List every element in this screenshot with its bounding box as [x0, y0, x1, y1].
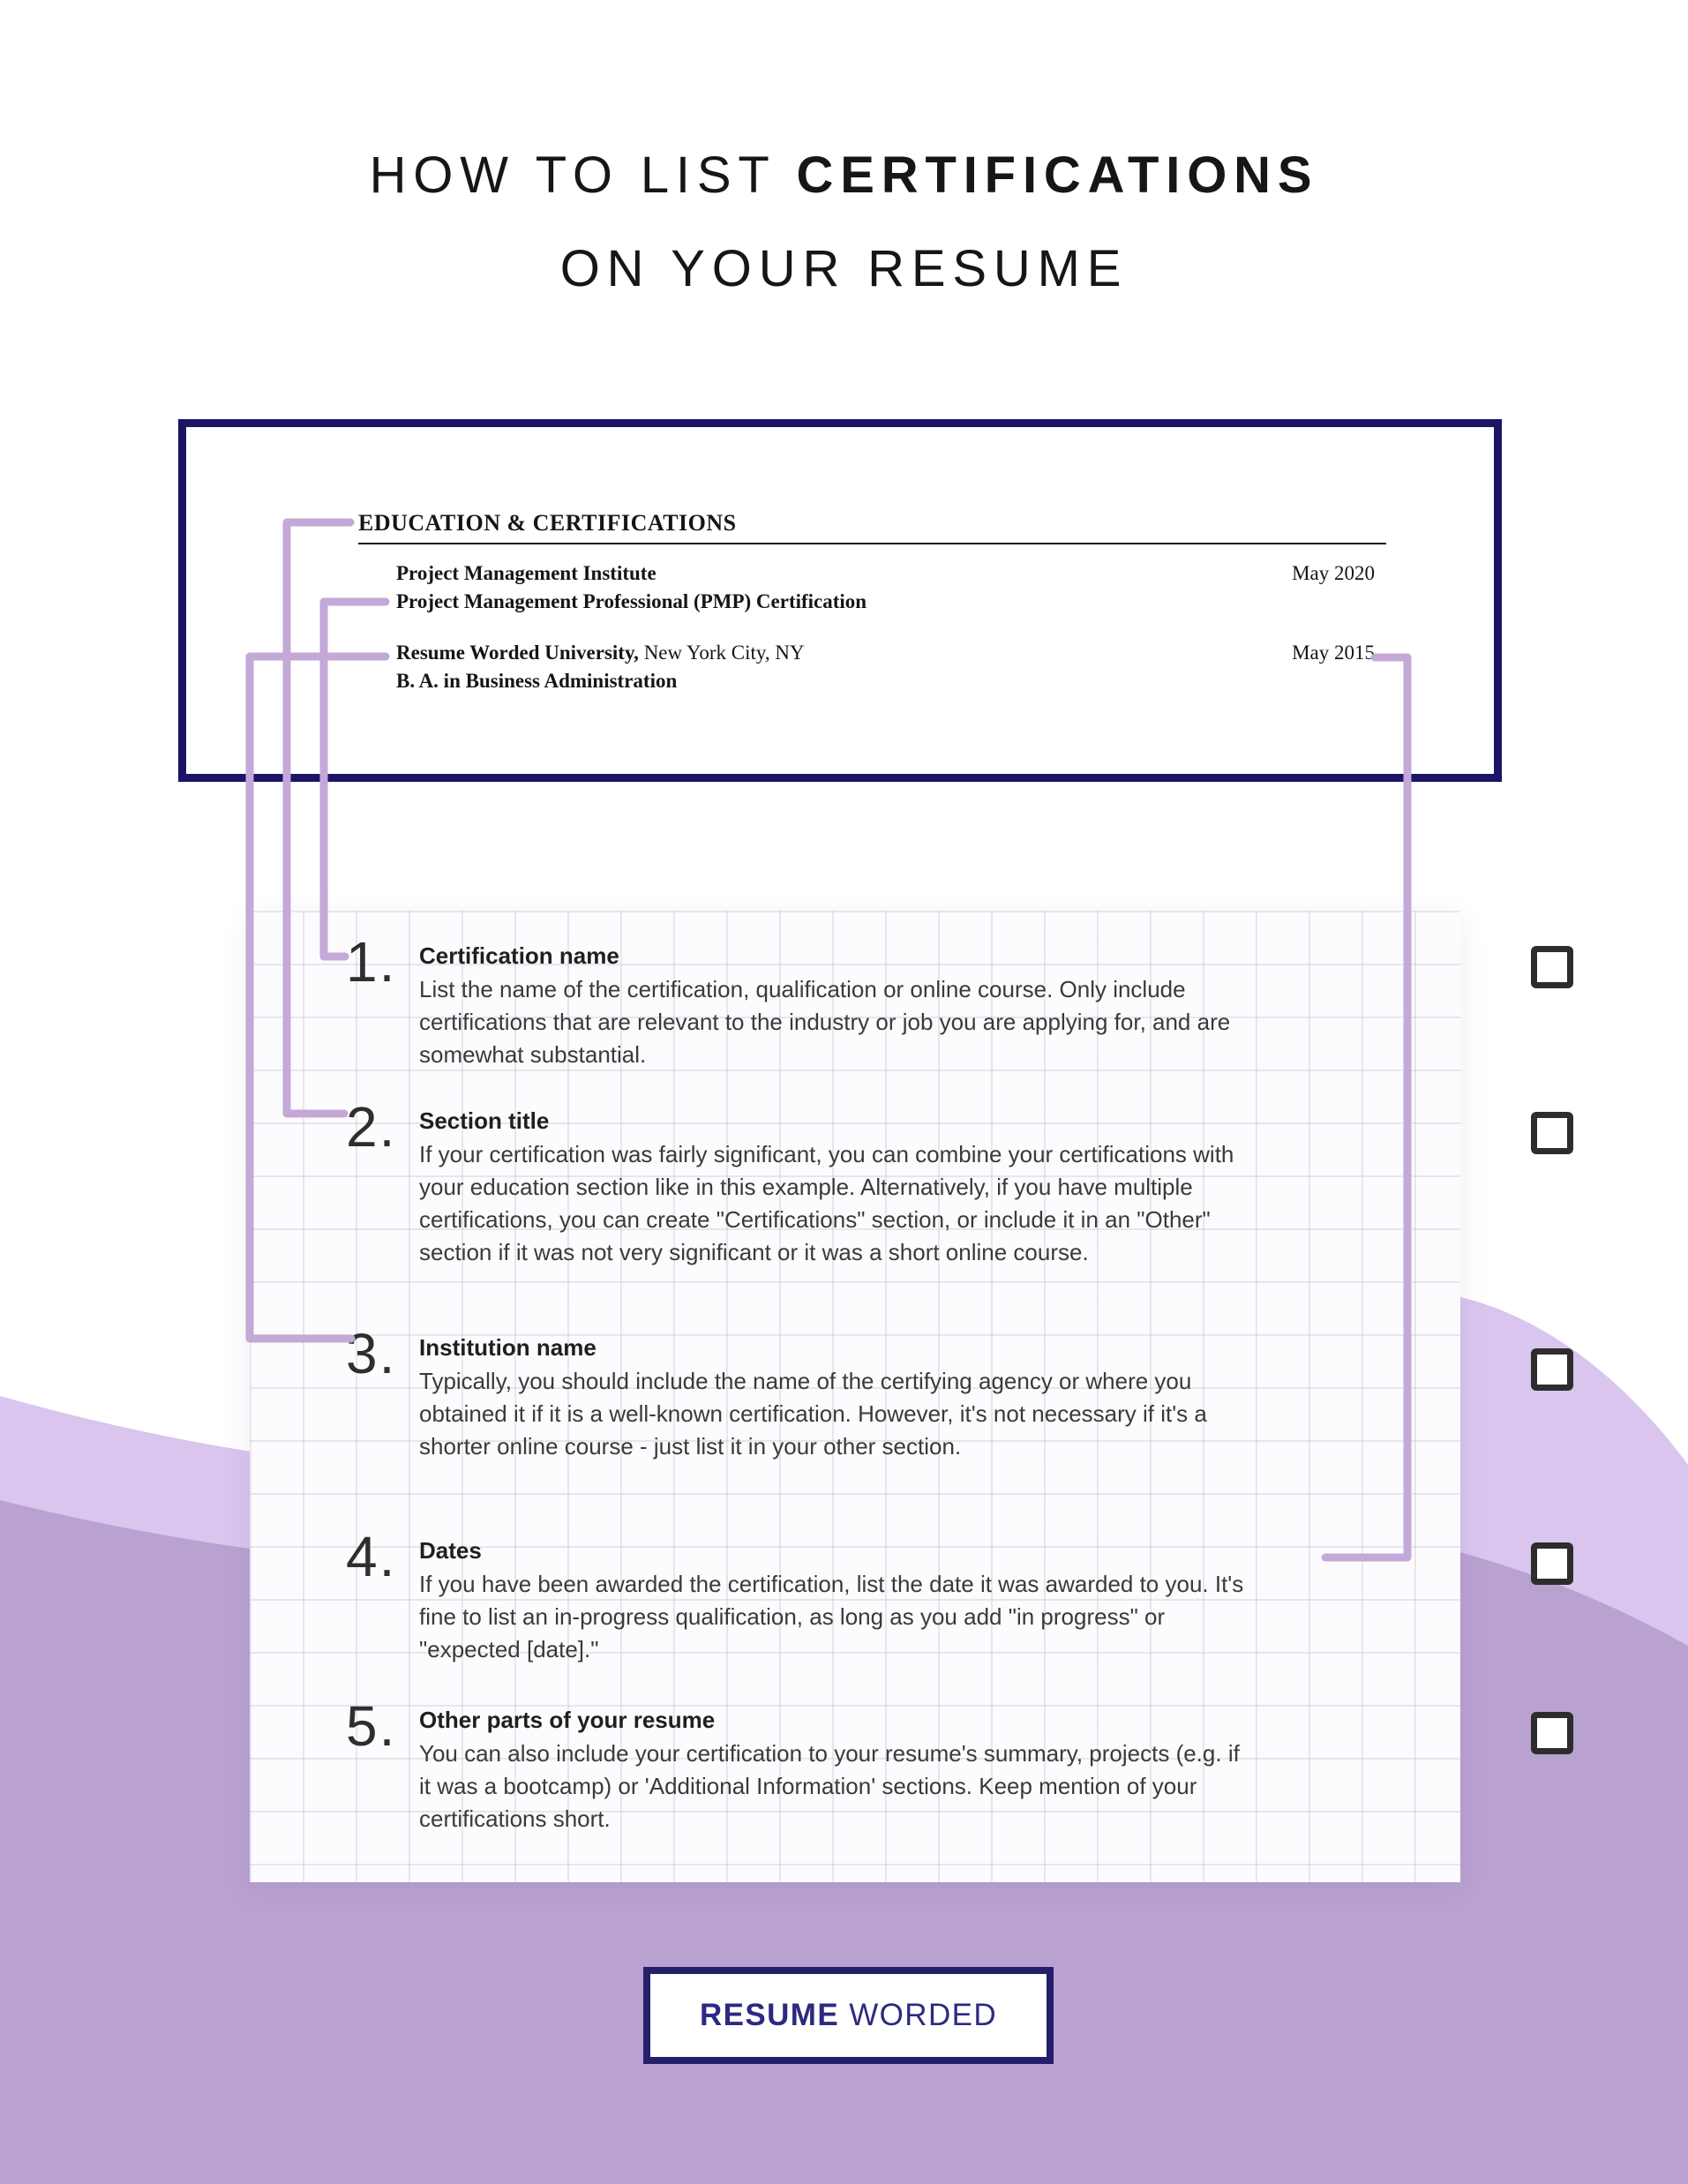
checklist-item-3: [419, 1332, 1257, 1463]
item-title-4: Dates: [419, 1537, 482, 1564]
resume-preview: [178, 419, 1502, 782]
entry-1-date: May 2020: [1292, 562, 1375, 584]
checkbox-icon-5: [1531, 1712, 1573, 1754]
resume-entry-2: [396, 641, 1375, 665]
entry-1-org: Project Management Institute: [396, 562, 656, 584]
checklist-item-2: [419, 1106, 1257, 1269]
item-body-5: You can also include your certification to your resume's summary, projects (e.g. if it was a bootcamp) or 'Additional Information' sections. Keep mention of your certifications short.: [419, 1740, 1240, 1832]
item-body-3: Typically, you should include the name of the certifying agency or where you obtained it if it is a well-known certification. However, it's not necessary if it's a shorter online course - just list it in your other section.: [419, 1368, 1207, 1460]
item-title-2: Section title: [419, 1107, 550, 1134]
item-number-3: 3.: [346, 1322, 397, 1385]
item-number-2: 2.: [346, 1095, 397, 1159]
page-title-line2: ON YOUR RESUME: [559, 240, 1129, 297]
item-body-1: List the name of the certification, qualification or online course. Only include certifications that are relevant to the industry or job you are applying for, and are somewhat substantial.: [419, 976, 1231, 1068]
title-light-text: HOW TO LIST: [369, 146, 797, 204]
item-title-5: Other parts of your resume: [419, 1707, 716, 1733]
resume-section-header: EDUCATION & CERTIFICATIONS: [358, 510, 737, 536]
checklist-panel: [250, 911, 1460, 1882]
checklist-item-5: [419, 1705, 1257, 1835]
item-number-5: 5.: [346, 1694, 397, 1758]
item-title-3: Institution name: [419, 1334, 596, 1361]
section-underline: [358, 543, 1386, 544]
logo-regular-part: [839, 1998, 849, 2032]
title-bold-text: CERTIFICATIONS: [796, 146, 1319, 204]
item-body-2: If your certification was fairly significant, you can combine your certifications with your education section like in this example. Alternatively, if you have multiple certifications, you can create "Certifications" section, or include it in an "Other" section if it was not very significant or it was a short online course.: [419, 1141, 1234, 1265]
item-title-1: Certification name: [419, 942, 619, 969]
entry-2-date: May 2015: [1292, 642, 1375, 664]
checkbox-icon-2: [1531, 1112, 1573, 1154]
item-number-4: 4.: [346, 1525, 397, 1588]
logo-text: RESUME WORDED: [699, 1998, 998, 2032]
checklist-item-1: [419, 941, 1257, 1071]
logo-bold-part: RESUME: [699, 1998, 840, 2032]
entry-2-org: Resume Worded University, New York City, NY: [396, 642, 805, 664]
resume-entry-1: [396, 561, 1375, 586]
entry-1-detail: Project Management Professional (PMP) Certification: [396, 590, 867, 612]
item-body-4: If you have been awarded the certification, list the date it was awarded to you. It's fine to list an in-progress qualification, as long as you add "in progress" or "expected [date].": [419, 1571, 1244, 1662]
checklist-item-4: [419, 1535, 1257, 1666]
checkbox-icon-3: [1531, 1348, 1573, 1391]
item-number-1: 1.: [346, 930, 397, 994]
brand-logo: [643, 1967, 1054, 2064]
checkbox-icon-4: [1531, 1542, 1573, 1585]
checkbox-icon-1: [1531, 946, 1573, 988]
entry-2-detail: B. A. in Business Administration: [396, 670, 678, 692]
